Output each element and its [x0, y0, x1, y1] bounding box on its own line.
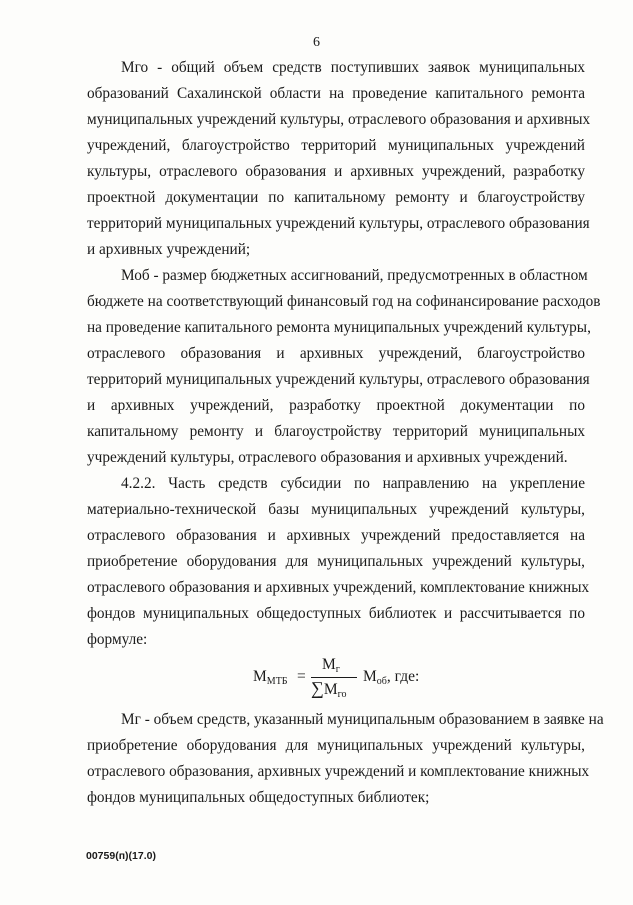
text-line: муниципальных учреждений культуры, отраслевого образования и архивных — [87, 111, 591, 128]
text-line: культуры, отраслевого образования и архивных учреждений, разработку — [87, 163, 585, 180]
text-line: Мг - объем средств, указанный муниципальным образованием в заявке на — [121, 711, 604, 728]
text-line: и архивных учреждений, разработку проектной документации по — [87, 397, 585, 414]
text-line: проектной документации по капитальному ремонту и благоустройству — [87, 189, 585, 206]
text-line: территорий муниципальных учреждений культуры, отраслевого образования — [87, 371, 590, 388]
formula-equals: = — [297, 668, 306, 685]
text-line: отраслевого образования, архивных учреждений и комплектование книжных — [87, 763, 590, 780]
text-line: фондов муниципальных общедоступных библиотек и рассчитывается по — [87, 605, 585, 622]
formula-denominator: $\sum М_{го}$ — [311, 678, 347, 700]
formula-lhs: $М_{МТБ}$ — [253, 668, 288, 687]
text-line: на проведение капитального ремонта муниципальных учреждений культуры, — [87, 319, 591, 336]
formula-numerator: $М_г$ — [322, 656, 340, 675]
text-line: отраслевого образования и архивных учреждений, комплектование книжных — [87, 579, 590, 596]
text-line: отраслевого образования и архивных учреждений предоставляется на — [87, 527, 585, 544]
text-line: формуле: — [87, 631, 148, 648]
text-line: Моб - размер бюджетных ассигнований, предусмотренных в областном — [121, 267, 588, 284]
document-code: 00759(п)(17.0) — [86, 850, 156, 862]
page-number: 6 — [313, 35, 320, 50]
text-line: образований Сахалинской области на проведение капитального ремонта — [87, 85, 585, 102]
text-line: приобретение оборудования для муниципальных учреждений культуры, — [87, 737, 585, 754]
text-line: отраслевого образования и архивных учреждений, благоустройство — [87, 345, 585, 362]
formula-multiplier: $М_{об}$, где: — [363, 668, 420, 687]
text-line: учреждений, благоустройство территорий муниципальных учреждений — [87, 137, 585, 154]
text-line: фондов муниципальных общедоступных библиотек; — [87, 789, 430, 806]
text-line: и архивных учреждений; — [87, 241, 251, 258]
text-line: материально-технической базы муниципальных учреждений культуры, — [87, 501, 585, 518]
text-line: территорий муниципальных учреждений культуры, отраслевого образования — [87, 215, 590, 232]
text-line: Мго - общий объем средств поступивших заявок муниципальных — [121, 59, 585, 76]
text-line: капитальному ремонту и благоустройству территорий муниципальных — [87, 423, 585, 440]
text-line: бюджете на соответствующий финансовый год на софинансирование расходов — [87, 293, 601, 310]
text-line: приобретение оборудования для муниципальных учреждений культуры, — [87, 553, 585, 570]
text-line: учреждений культуры, отраслевого образования и архивных учреждений. — [87, 449, 568, 466]
text-line: 4.2.2. Часть средств субсидии по направлению на укрепление — [121, 475, 585, 492]
